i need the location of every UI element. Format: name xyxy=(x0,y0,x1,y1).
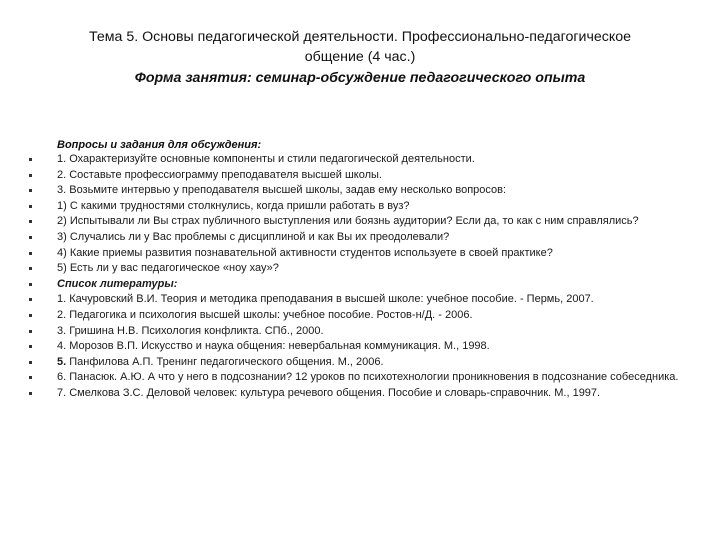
bullet-icon xyxy=(29,189,32,192)
question-text: 5) Есть ли у вас педагогическое «ноу хау»? xyxy=(57,262,279,275)
bullet-icon xyxy=(29,345,32,348)
bullet-icon xyxy=(29,361,32,364)
bullet-icon xyxy=(29,330,32,333)
question-item xyxy=(26,200,706,214)
question-text: 3. Возьмите интервью у преподавателя высшей школы, задав ему несколько вопросов: xyxy=(57,184,507,197)
bullet-icon xyxy=(29,283,32,286)
slide-title-block xyxy=(60,27,660,89)
bullet-list xyxy=(26,153,706,400)
question-text: 2. Составьте профессиограмму преподавателя высшей школы. xyxy=(57,168,382,181)
slide-subtitle: Форма занятия: семинар-обсуждение педагогического опыта xyxy=(134,70,586,86)
slide-content xyxy=(26,137,706,403)
literature-item xyxy=(26,325,706,339)
literature-number: 5. xyxy=(57,355,67,368)
literature-header-text: Список литературы: xyxy=(57,277,178,290)
bullet-icon xyxy=(29,376,32,379)
literature-text: Панфилова А.П. Тренинг педагогического общения. М., 2006. xyxy=(66,355,384,368)
literature-item xyxy=(26,309,706,323)
questions-header: Вопросы и задания для обсуждения: xyxy=(57,139,262,151)
literature-text: 4. Морозов В.П. Искусство и наука общения: невербальная коммуникация. М., 1998. xyxy=(57,340,490,353)
question-item xyxy=(26,247,706,261)
bullet-icon xyxy=(29,205,32,208)
literature-text: 3. Гришина Н.В. Психология конфликта. СПб., 2000. xyxy=(57,324,324,337)
bullet-icon xyxy=(29,267,32,270)
bullet-icon xyxy=(29,174,32,177)
question-item xyxy=(26,215,706,229)
question-item xyxy=(26,262,706,276)
question-item xyxy=(26,153,706,167)
question-item xyxy=(26,231,706,245)
literature-text: 6. Панасюк. А.Ю. А что у него в подсознании? 12 уроков по психотехнологии проникновения в подсознание собеседника. xyxy=(57,371,679,384)
bullet-icon xyxy=(29,298,32,301)
bullet-icon xyxy=(29,236,32,239)
literature-item xyxy=(26,387,706,401)
question-text: 2) Испытывали ли Вы страх публичного выступления или боязнь аудитории? Если да, то как с ним справлялись? xyxy=(57,215,639,228)
question-text: 4) Какие приемы развития познавательной активности студентов используете в своей практике? xyxy=(57,246,553,259)
literature-text: 1. Качуровский В.И. Теория и методика преподавания в высшей школе: учебное пособие. - Пермь, 2007. xyxy=(57,293,594,306)
literature-item xyxy=(26,356,706,370)
question-text: 3) Случались ли у Вас проблемы с дисциплиной и как Вы их преодолевали? xyxy=(57,230,450,243)
literature-text: 7. Смелкова З.С. Деловой человек: культура речевого общения. Пособие и словарь-справочник. М., 1997. xyxy=(57,386,601,399)
bullet-icon xyxy=(29,392,32,395)
question-item xyxy=(26,169,706,183)
literature-item xyxy=(26,293,706,307)
question-text: 1) С какими трудностями столкнулись, когда пришли работать в вуз? xyxy=(57,199,410,212)
bullet-icon xyxy=(29,158,32,161)
question-text: 1. Охарактеризуйте основные компоненты и стили педагогической деятельности. xyxy=(57,153,475,165)
literature-text: 2. Педагогика и психология высшей школы: учебное пособие. Ростов-н/Д. - 2006. xyxy=(57,308,473,321)
bullet-icon xyxy=(29,252,32,255)
slide-title-line-2: общение (4 час.) xyxy=(304,49,416,65)
bullet-icon xyxy=(29,220,32,223)
literature-item xyxy=(26,371,706,385)
bullet-icon xyxy=(29,314,32,317)
question-item xyxy=(26,184,706,198)
literature-item xyxy=(26,340,706,354)
literature-header xyxy=(26,278,706,292)
slide-title-line-1: Тема 5. Основы педагогической деятельности. Профессионально-педагогическое xyxy=(88,29,632,45)
